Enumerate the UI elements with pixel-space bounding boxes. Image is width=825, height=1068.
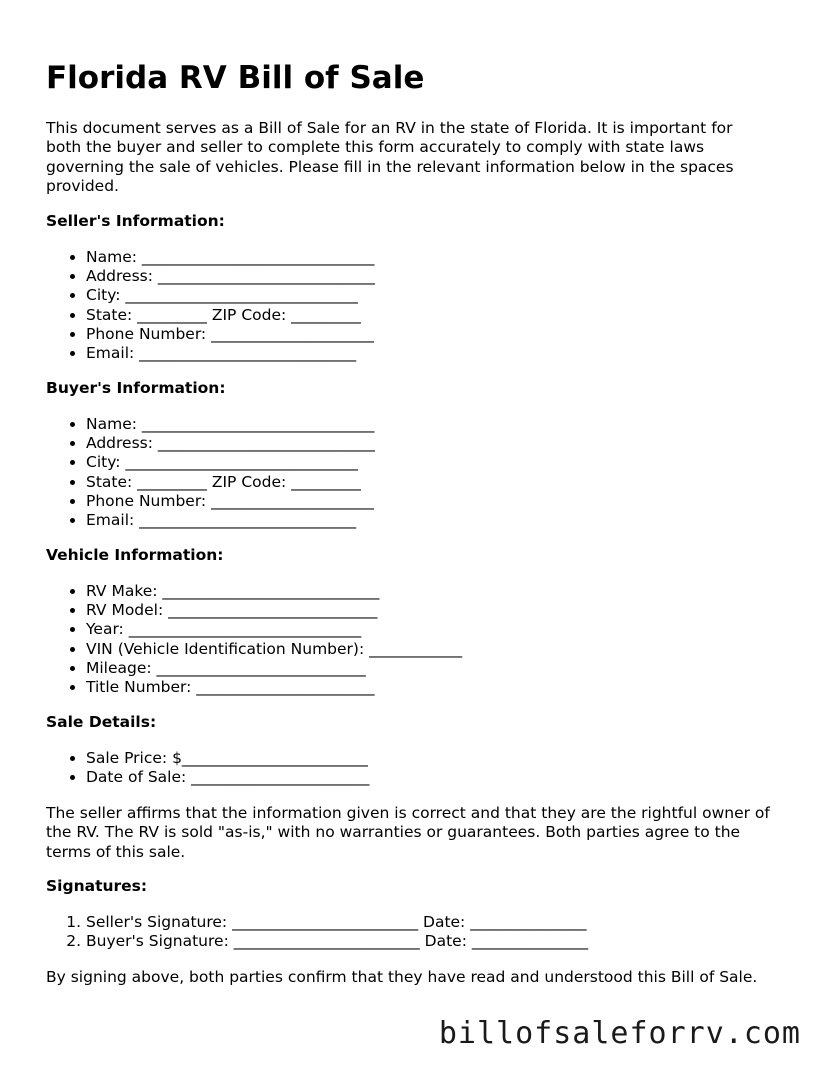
buyer-name-field[interactable]: • Name: ______________________________	[86, 415, 375, 434]
seller-email-field[interactable]: • Email: ____________________________	[86, 344, 375, 363]
seller-signature-field[interactable]: 1. Seller's Signature: ________________________ Date: _______________	[86, 913, 588, 932]
buyer-address-field[interactable]: • Address: ____________________________	[86, 434, 375, 453]
site-watermark: billofsaleforrv.com	[438, 1016, 801, 1051]
signatures-heading: Signatures:	[46, 877, 148, 895]
vehicle-fields-list	[46, 582, 462, 697]
seller-city-field[interactable]: • City: ______________________________	[86, 286, 375, 305]
closing-paragraph: By signing above, both parties confirm that they have read and understood this Bill of Sale.	[46, 968, 758, 986]
sale-date-field[interactable]: • Date of Sale: _______________________	[86, 768, 369, 787]
sale-price-field[interactable]: • Sale Price: $________________________	[86, 749, 369, 768]
seller-phone-field[interactable]: • Phone Number: _____________________	[86, 325, 375, 344]
buyer-heading: Buyer's Information:	[46, 379, 226, 397]
intro-paragraph: This document serves as a Bill of Sale for an RV in the state of Florida. It is important for both the buyer and seller to complete this form accurately to comply with state laws governing the sale of vehicles. Please fill in the relevant information below in the spaces provided.	[46, 119, 734, 196]
buyer-email-field[interactable]: • Email: ____________________________	[86, 511, 375, 530]
signatures-list	[46, 913, 588, 951]
seller-name-field[interactable]: • Name: ______________________________	[86, 248, 375, 267]
seller-address-field[interactable]: • Address: ____________________________	[86, 267, 375, 286]
seller-state-zip-field[interactable]: • State: _________ ZIP Code: _________	[86, 306, 375, 325]
buyer-signature-field[interactable]: 2. Buyer's Signature: ________________________ Date: _______________	[86, 932, 588, 951]
buyer-city-field[interactable]: • City: ______________________________	[86, 453, 375, 472]
rv-model-field[interactable]: • RV Model: ___________________________	[86, 601, 462, 620]
vehicle-heading: Vehicle Information:	[46, 546, 224, 564]
sale-heading: Sale Details:	[46, 713, 157, 731]
sale-fields-list	[46, 749, 369, 787]
document-title: Florida RV Bill of Sale	[46, 60, 425, 96]
rv-make-field[interactable]: • RV Make: ____________________________	[86, 582, 462, 601]
mileage-field[interactable]: • Mileage: ___________________________	[86, 659, 462, 678]
affirmation-paragraph: The seller affirms that the information given is correct and that they are the rightful owner of the RV. The RV is sold "as-is," with no warranties or guarantees. Both parties agree to the terms of this sale.	[46, 804, 770, 861]
buyer-state-zip-field[interactable]: • State: _________ ZIP Code: _________	[86, 473, 375, 492]
buyer-fields-list	[46, 415, 375, 530]
seller-fields-list	[46, 248, 375, 363]
year-field[interactable]: • Year: ______________________________	[86, 620, 462, 639]
vin-field[interactable]: • VIN (Vehicle Identification Number): ____________	[86, 640, 462, 659]
buyer-phone-field[interactable]: • Phone Number: _____________________	[86, 492, 375, 511]
seller-heading: Seller's Information:	[46, 212, 225, 230]
title-number-field[interactable]: • Title Number: _______________________	[86, 678, 462, 697]
